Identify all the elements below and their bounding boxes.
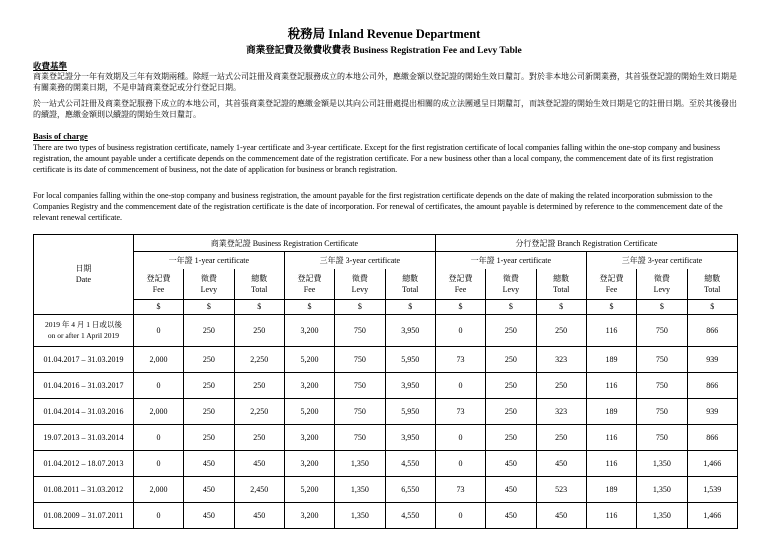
amount-cell: 450 — [184, 476, 234, 502]
amount-cell: 250 — [184, 314, 234, 346]
amount-cell: 450 — [486, 502, 536, 528]
amount-cell: 116 — [586, 372, 636, 398]
column-header-en: Total — [402, 284, 419, 294]
column-header-zh: 徵費 — [653, 273, 670, 283]
amount-cell: 189 — [586, 398, 636, 424]
column-header-en: Total — [251, 284, 268, 294]
amount-cell: 1,350 — [637, 502, 687, 528]
amount-cell: 1,466 — [687, 502, 738, 528]
amount-cell: 750 — [637, 398, 687, 424]
document-title: 稅務局 Inland Revenue Department — [287, 27, 481, 41]
column-header-zh: 徵費 — [200, 273, 217, 283]
amount-cell: 0 — [133, 502, 183, 528]
amount-cell: 750 — [335, 424, 385, 450]
amount-cell: 2,000 — [133, 398, 183, 424]
currency-unit: $ — [335, 299, 385, 314]
column-header-en: Levy — [200, 284, 218, 294]
amount-cell: 189 — [586, 476, 636, 502]
column-header-en: Fee — [152, 284, 165, 294]
amount-cell: 450 — [234, 450, 284, 476]
basis-paragraph-zh-2: 於一站式公司註冊及商業登記服務下成立的本地公司，其首張商業登記證的應繳金額是以其向公司註冊處提出相關的成立法團遞呈日期釐訂，而該登記證的開始生效日期是它的註冊日期。至於其後發出的續證，應繳金額則以續證的開始生效日釐訂。 — [33, 99, 737, 119]
column-header-en: Levy — [502, 284, 520, 294]
currency-unit: $ — [234, 299, 284, 314]
amount-cell: 250 — [486, 314, 536, 346]
amount-cell: 750 — [637, 372, 687, 398]
currency-unit: $ — [486, 299, 536, 314]
amount-cell: 750 — [335, 346, 385, 372]
amount-cell: 250 — [486, 424, 536, 450]
amount-cell: 250 — [536, 372, 586, 398]
amount-cell: 750 — [637, 314, 687, 346]
period-header: 一年證 1-year certificate — [133, 252, 284, 269]
date-text: 01.04.2014 – 31.03.2016 — [43, 406, 124, 416]
column-header-zh: 總數 — [704, 273, 721, 283]
amount-cell: 250 — [486, 372, 536, 398]
amount-cell: 250 — [486, 346, 536, 372]
table-row — [34, 398, 738, 424]
column-header — [335, 269, 385, 300]
amount-cell: 939 — [687, 346, 738, 372]
amount-cell: 1,350 — [335, 502, 385, 528]
column-header-en: Total — [704, 284, 721, 294]
basis-heading-en: Basis of charge — [33, 131, 88, 141]
amount-cell: 1,350 — [335, 450, 385, 476]
amount-cell: 0 — [435, 450, 485, 476]
amount-cell: 5,950 — [385, 398, 435, 424]
amount-cell: 250 — [234, 372, 284, 398]
amount-cell: 0 — [435, 314, 485, 346]
table-row — [34, 450, 738, 476]
amount-cell: 6,550 — [385, 476, 435, 502]
date-cell — [34, 398, 134, 424]
currency-unit: $ — [284, 299, 334, 314]
table-row — [34, 424, 738, 450]
table-row — [34, 476, 738, 502]
amount-cell: 2,000 — [133, 346, 183, 372]
currency-unit: $ — [435, 299, 485, 314]
amount-cell: 5,200 — [284, 346, 334, 372]
amount-cell: 450 — [184, 502, 234, 528]
basis-paragraph-en-1: There are two types of business registration certificate, namely 1-year certificate and 3-year certificate. Except for the first registration certificate of local companies falling within the one-stop company and business registration, the amount payable under a certificate depends on the commencement date of the registration certificate. For a new business other than a local company, the commencement date of its first registration certificate is its date of commencement of business, not the date of application for business or branch registration. — [33, 143, 721, 174]
column-header-zh: 徵費 — [502, 273, 519, 283]
amount-cell: 323 — [536, 398, 586, 424]
amount-cell: 3,950 — [385, 424, 435, 450]
amount-cell: 939 — [687, 398, 738, 424]
amount-cell: 4,550 — [385, 450, 435, 476]
amount-cell: 5,200 — [284, 398, 334, 424]
date-cell — [34, 372, 134, 398]
currency-unit: $ — [184, 299, 234, 314]
date-text: 19.07.2013 – 31.03.2014 — [43, 432, 124, 442]
column-header — [486, 269, 536, 300]
column-header — [687, 269, 738, 300]
amount-cell: 189 — [586, 346, 636, 372]
branch-registration-group-header: 分行登記證 Branch Registration Certificate — [435, 235, 737, 252]
amount-cell: 0 — [133, 450, 183, 476]
column-header — [385, 269, 435, 300]
currency-unit: $ — [385, 299, 435, 314]
amount-cell: 3,200 — [284, 314, 334, 346]
amount-cell: 0 — [435, 424, 485, 450]
amount-cell: 866 — [687, 314, 738, 346]
currency-unit: $ — [687, 299, 738, 314]
amount-cell: 750 — [637, 346, 687, 372]
column-header-zh: 登記費 — [146, 273, 171, 283]
date-header-en: Date — [75, 275, 91, 285]
amount-cell: 250 — [184, 372, 234, 398]
table-row — [34, 372, 738, 398]
amount-cell: 3,200 — [284, 450, 334, 476]
column-header — [435, 269, 485, 300]
column-header-zh: 登記費 — [297, 273, 322, 283]
period-header: 三年證 3-year certificate — [586, 252, 737, 269]
amount-cell: 0 — [133, 372, 183, 398]
column-header-en: Fee — [303, 284, 316, 294]
amount-cell: 3,950 — [385, 314, 435, 346]
column-header — [284, 269, 334, 300]
date-cell — [34, 476, 134, 502]
date-header-zh: 日期 — [75, 264, 92, 274]
amount-cell: 3,200 — [284, 424, 334, 450]
amount-cell: 250 — [234, 314, 284, 346]
column-header-en: Levy — [653, 284, 671, 294]
amount-cell: 450 — [536, 502, 586, 528]
period-header: 三年證 3-year certificate — [284, 252, 435, 269]
amount-cell: 0 — [435, 502, 485, 528]
amount-cell: 1,350 — [637, 450, 687, 476]
amount-cell: 450 — [486, 450, 536, 476]
date-text: 01.08.2009 – 31.07.2011 — [43, 510, 124, 520]
amount-cell: 750 — [335, 314, 385, 346]
amount-cell: 450 — [184, 450, 234, 476]
amount-cell: 250 — [486, 398, 536, 424]
currency-unit: $ — [586, 299, 636, 314]
amount-cell: 2,250 — [234, 346, 284, 372]
column-header-en: Total — [553, 284, 570, 294]
amount-cell: 450 — [486, 476, 536, 502]
amount-cell: 250 — [184, 346, 234, 372]
table-row — [34, 346, 738, 372]
date-cell — [34, 450, 134, 476]
column-header — [637, 269, 687, 300]
amount-cell: 73 — [435, 346, 485, 372]
column-header-zh: 總數 — [251, 273, 268, 283]
amount-cell: 1,539 — [687, 476, 738, 502]
business-registration-group-header: 商業登記證 Business Registration Certificate — [133, 235, 435, 252]
date-text: 01.04.2016 – 31.03.2017 — [43, 380, 124, 390]
date-cell — [34, 314, 134, 346]
column-header-zh: 登記費 — [448, 273, 473, 283]
amount-cell: 250 — [184, 424, 234, 450]
column-header — [133, 269, 183, 300]
amount-cell: 0 — [133, 424, 183, 450]
currency-unit: $ — [133, 299, 183, 314]
column-header-zh: 總數 — [402, 273, 419, 283]
basis-heading-zh: 收費基準 — [33, 61, 68, 71]
column-header — [536, 269, 586, 300]
amount-cell: 750 — [335, 372, 385, 398]
date-text: on or after 1 April 2019 — [47, 331, 119, 340]
amount-cell: 73 — [435, 476, 485, 502]
amount-cell: 116 — [586, 502, 636, 528]
amount-cell: 3,200 — [284, 372, 334, 398]
column-header-zh: 登記費 — [599, 273, 624, 283]
amount-cell: 450 — [234, 502, 284, 528]
amount-cell: 866 — [687, 424, 738, 450]
amount-cell: 250 — [536, 424, 586, 450]
amount-cell: 116 — [586, 450, 636, 476]
date-cell — [34, 346, 134, 372]
amount-cell: 1,466 — [687, 450, 738, 476]
amount-cell: 0 — [435, 372, 485, 398]
column-header-zh: 總數 — [553, 273, 570, 283]
basis-paragraph-zh-1: 商業登記證分一年有效期及三年有效期兩種。除經一站式公司註冊及商業登記服務成立的本地公司外，應繳金額以登記證的開始生效日釐訂。對於非本地公司新開業務，其首張登記證的開始生效日期是有關業務的開業日期，不是申請商業登記或分行登記日期。 — [33, 72, 737, 92]
column-header — [586, 269, 636, 300]
column-header-en: Levy — [351, 284, 369, 294]
amount-cell: 523 — [536, 476, 586, 502]
amount-cell: 250 — [234, 424, 284, 450]
amount-cell: 2,000 — [133, 476, 183, 502]
amount-cell: 450 — [536, 450, 586, 476]
amount-cell: 750 — [335, 398, 385, 424]
period-header: 一年證 1-year certificate — [435, 252, 586, 269]
amount-cell: 116 — [586, 314, 636, 346]
amount-cell: 4,550 — [385, 502, 435, 528]
document-subtitle: 商業登記費及徵費收費表 Business Registration Fee and Levy Table — [246, 46, 522, 56]
column-header — [184, 269, 234, 300]
table-row — [34, 502, 738, 528]
date-text: 01.08.2011 – 31.03.2012 — [43, 484, 124, 494]
amount-cell: 0 — [133, 314, 183, 346]
amount-cell: 73 — [435, 398, 485, 424]
date-text: 01.04.2017 – 31.03.2019 — [43, 354, 124, 364]
column-header-en: Fee — [454, 284, 467, 294]
date-cell — [34, 502, 134, 528]
amount-cell: 323 — [536, 346, 586, 372]
amount-cell: 750 — [637, 424, 687, 450]
table-row — [34, 314, 738, 346]
date-text: 01.04.2012 – 18.07.2013 — [43, 458, 124, 468]
amount-cell: 866 — [687, 372, 738, 398]
currency-unit: $ — [536, 299, 586, 314]
column-header-en: Fee — [605, 284, 618, 294]
basis-paragraph-en-2: For local companies falling within the one-stop company and business registration, the amount payable for the first registration certificate depends on the date of making the related incorporation submission to the Companies Registry and the commencement date of the registration certificate is the date of incorporation. For renewal of certificates, the amount payable is determined by reference to the commencement date of the relevant renewal certificate. — [33, 191, 723, 222]
amount-cell: 5,200 — [284, 476, 334, 502]
amount-cell: 1,350 — [335, 476, 385, 502]
amount-cell: 5,950 — [385, 346, 435, 372]
amount-cell: 3,200 — [284, 502, 334, 528]
date-column-header — [34, 235, 134, 315]
fee-levy-table — [33, 234, 738, 529]
amount-cell: 250 — [184, 398, 234, 424]
date-text: 2019 年 4 月 1 日或以後 — [45, 320, 122, 329]
currency-unit: $ — [637, 299, 687, 314]
amount-cell: 2,250 — [234, 398, 284, 424]
amount-cell: 116 — [586, 424, 636, 450]
date-cell — [34, 424, 134, 450]
amount-cell: 2,450 — [234, 476, 284, 502]
column-header-zh: 徵費 — [351, 273, 368, 283]
amount-cell: 250 — [536, 314, 586, 346]
amount-cell: 1,350 — [637, 476, 687, 502]
column-header — [234, 269, 284, 300]
amount-cell: 3,950 — [385, 372, 435, 398]
